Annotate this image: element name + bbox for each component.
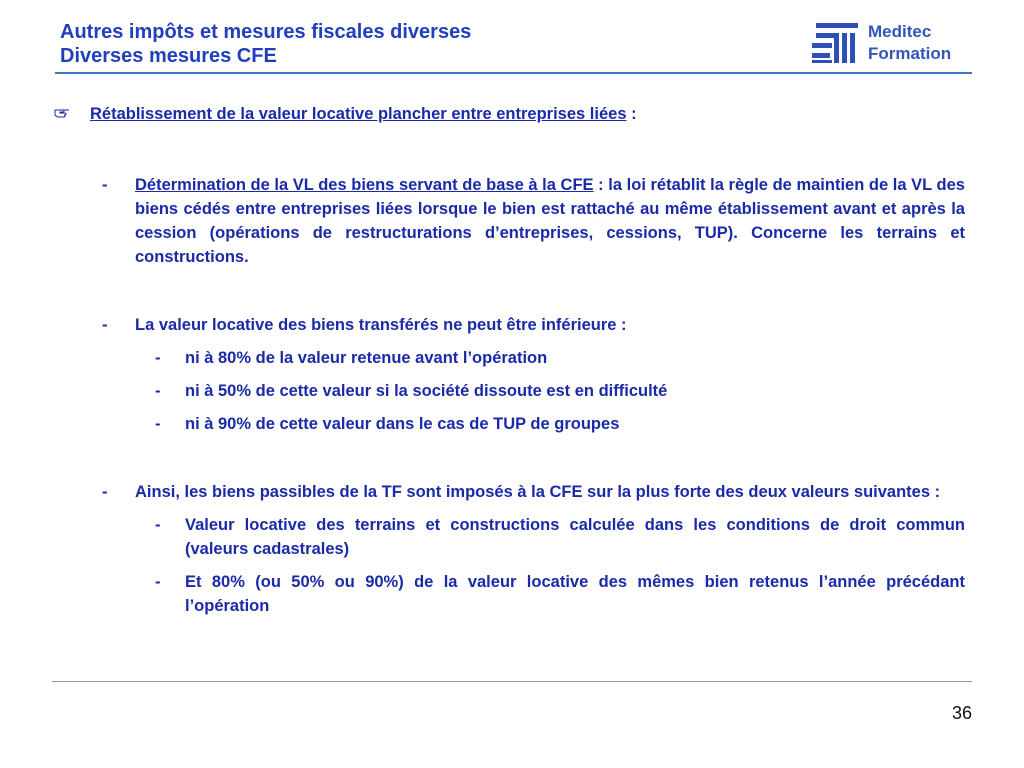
dash-bullet: -	[155, 349, 161, 367]
sub-item-text: Valeur locative des terrains et constructions calculée dans les conditions de droit commun (valeurs cadastrales)	[185, 516, 965, 558]
slide-body	[50, 102, 965, 618]
pointing-hand-icon	[54, 105, 70, 119]
dash-bullet: -	[155, 573, 161, 591]
meditec-logo	[812, 21, 972, 65]
sub-list-item	[50, 513, 965, 561]
sub-list-item	[50, 379, 965, 403]
dash-bullet: -	[155, 382, 161, 400]
title-line-1: Autres impôts et mesures fiscales diverses	[60, 21, 472, 43]
dash-bullet: -	[102, 176, 108, 194]
slide-title	[60, 20, 471, 68]
title-line-2: Diverses mesures CFE	[60, 45, 277, 67]
list-item	[50, 313, 965, 337]
item1-text: : la loi rétablit la règle de maintien de la VL des biens cédés entre entreprises liées lorsque le bien est rattaché au même établissement avant et après la cession (opérations de restructurations d’entreprises, cessions, TUP). Concerne les terrains et constructions.	[135, 176, 965, 266]
headline-text: Rétablissement de la valeur locative plancher entre entreprises liées	[90, 105, 627, 123]
dash-bullet: -	[102, 316, 108, 334]
sub-item-text: ni à 90% de cette valeur dans le cas de TUP de groupes	[185, 415, 620, 433]
item1-lead: Détermination de la VL des biens servant de base à la CFE	[135, 176, 594, 194]
item3-text: Ainsi, les biens passibles de la TF sont imposés à la CFE sur la plus forte des deux valeurs suivantes :	[135, 483, 941, 501]
list-item	[50, 173, 965, 269]
logo-text	[868, 21, 951, 65]
list-item	[50, 480, 965, 504]
sub-list-item	[50, 412, 965, 436]
headline-suffix: :	[626, 105, 637, 123]
headline	[50, 102, 965, 126]
logo-text-line-2: Formation	[868, 44, 952, 63]
sub-item-text: ni à 80% de la valeur retenue avant l’opération	[185, 349, 548, 367]
item2-text: La valeur locative des biens transférés ne peut être inférieure :	[135, 316, 627, 334]
sub-item-text: Et 80% (ou 50% ou 90%) de la valeur locative des mêmes bien retenus l’année précédant l’opération	[185, 573, 965, 615]
meditec-logo-icon	[812, 21, 860, 65]
footer-divider	[52, 681, 972, 682]
dash-bullet: -	[155, 516, 161, 534]
page-number: 36	[951, 703, 972, 723]
sub-list-item	[50, 570, 965, 618]
sub-item-text: ni à 50% de cette valeur si la société dissoute est en difficulté	[185, 382, 668, 400]
logo-text-line-1: Meditec	[868, 22, 932, 41]
dash-bullet: -	[155, 415, 161, 433]
dash-bullet: -	[102, 483, 108, 501]
sub-list-item	[50, 346, 965, 370]
header-divider	[55, 72, 972, 74]
